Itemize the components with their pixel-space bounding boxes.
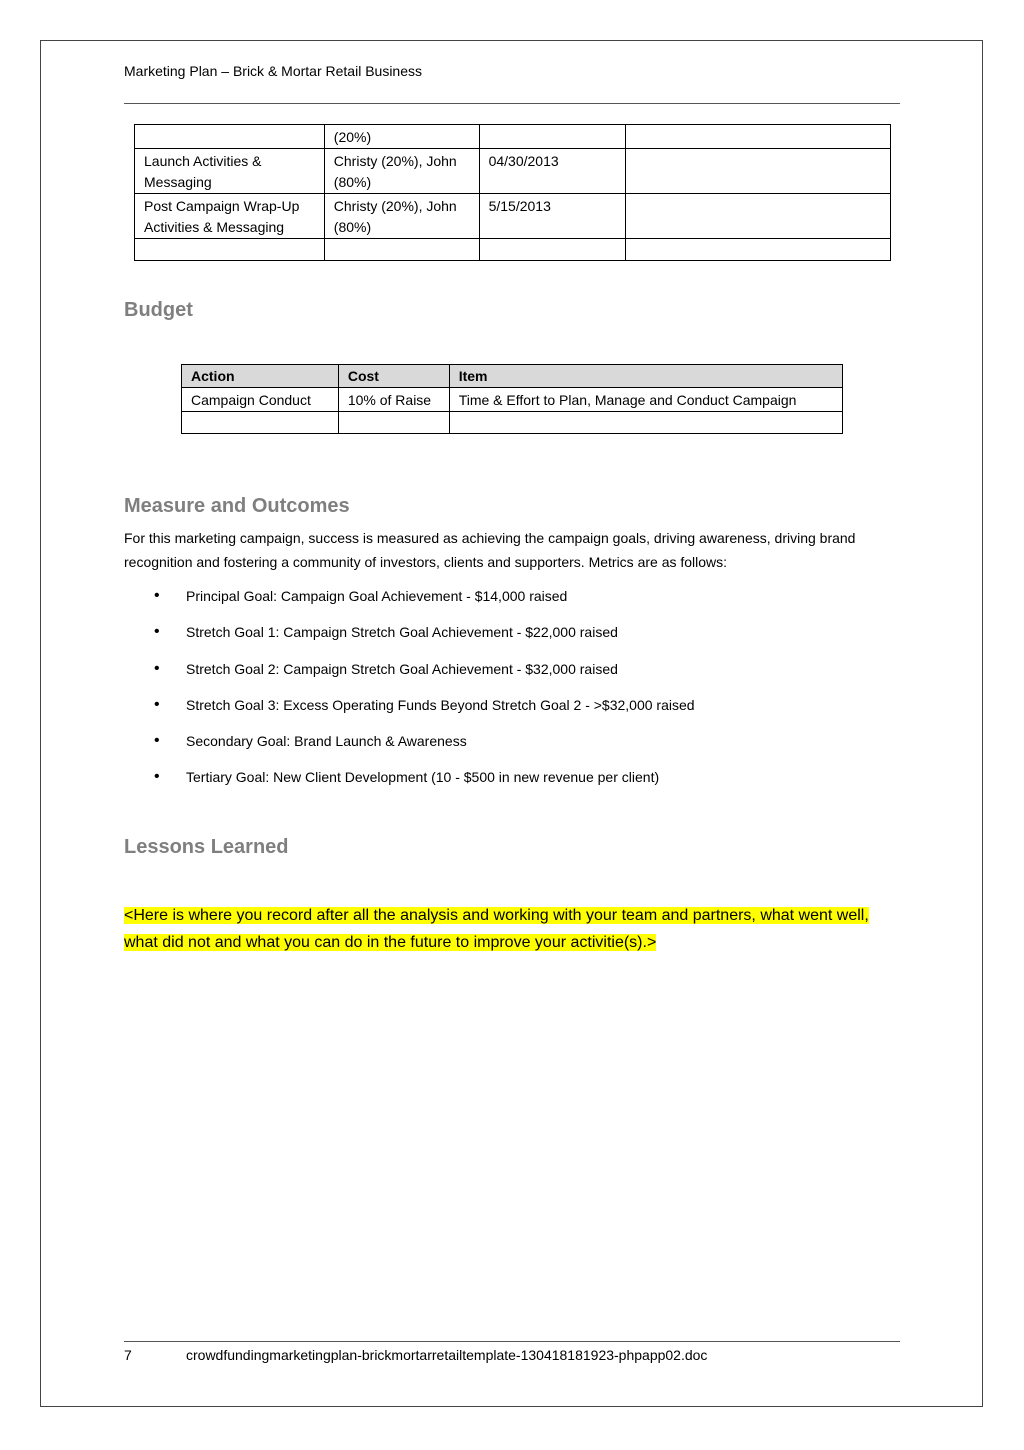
table-cell: 04/30/2013 [479, 149, 626, 194]
table-header-row [182, 365, 843, 388]
goal-text: Secondary Goal: Brand Launch & Awareness [186, 733, 467, 750]
list-item [124, 585, 695, 621]
table-cell [338, 412, 449, 434]
table-cell [324, 239, 479, 261]
bullet-icon: • [154, 768, 160, 786]
table-cell: Post Campaign Wrap-Up Activities & Messaging [135, 194, 325, 239]
bullet-icon: • [154, 695, 160, 713]
footer-filename: crowdfundingmarketingplan-brickmortarretailtemplate-130418181923-phpapp02.doc [186, 1347, 708, 1363]
list-item [124, 766, 695, 802]
goal-text: Tertiary Goal: New Client Development (10 - $500 in new revenue per client) [186, 769, 660, 786]
bullet-icon: • [154, 732, 160, 750]
column-header: Cost [338, 365, 449, 388]
list-item [124, 621, 695, 657]
table-cell: Time & Effort to Plan, Manage and Conduct Campaign [449, 388, 842, 412]
table-cell: Christy (20%), John (80%) [324, 194, 479, 239]
list-item [124, 694, 695, 730]
table-cell [479, 239, 626, 261]
goal-text: Stretch Goal 2: Campaign Stretch Goal Achievement - $32,000 raised [186, 660, 618, 677]
table-row [135, 149, 891, 194]
page-header: Marketing Plan – Brick & Mortar Retail Business [124, 63, 422, 79]
table-cell: 10% of Raise [338, 388, 449, 412]
table-cell: Campaign Conduct [182, 388, 339, 412]
budget-table [181, 364, 843, 434]
list-item [124, 730, 695, 766]
table-row [135, 239, 891, 261]
table-cell: Christy (20%), John (80%) [324, 149, 479, 194]
measure-heading: Measure and Outcomes [124, 495, 350, 517]
table-cell [135, 125, 325, 149]
measure-intro: For this marketing campaign, success is measured as achieving the campaign goals, driving awareness, driving brand recognition and fostering a community of investors, clients and supporters. Metrics are as follows: [124, 530, 856, 570]
table-row [135, 125, 891, 149]
table-cell: (20%) [324, 125, 479, 149]
schedule-table [134, 124, 891, 261]
page-number: 7 [124, 1347, 132, 1363]
table-cell [626, 194, 891, 239]
column-header: Item [449, 365, 842, 388]
header-divider [124, 103, 900, 104]
table-row [182, 412, 843, 434]
bullet-icon: • [154, 587, 160, 604]
goal-text: Principal Goal: Campaign Goal Achievement - $14,000 raised [186, 588, 568, 604]
budget-heading: Budget [124, 299, 193, 321]
highlighted-note-text: <Here is where you record after all the analysis and working with your team and partners, what went well, what did not and what you can do in the future to improve your activitie(s).> [124, 907, 869, 951]
lessons-heading: Lessons Learned [124, 836, 289, 858]
table-cell [135, 239, 325, 261]
table-cell: 5/15/2013 [479, 194, 626, 239]
footer-divider [124, 1341, 900, 1342]
list-item [124, 658, 695, 694]
goal-text: Stretch Goal 3: Excess Operating Funds Beyond Stretch Goal 2 - >$32,000 raised [186, 696, 695, 713]
bullet-icon: • [154, 659, 160, 677]
table-row [135, 194, 891, 239]
table-row [182, 388, 843, 412]
goals-list [124, 585, 695, 803]
table-cell [182, 412, 339, 434]
table-cell [479, 125, 626, 149]
table-cell [626, 239, 891, 261]
table-cell [449, 412, 842, 434]
goal-text: Stretch Goal 1: Campaign Stretch Goal Achievement - $22,000 raised [186, 624, 618, 641]
table-cell [626, 149, 891, 194]
table-cell [626, 125, 891, 149]
lessons-note [124, 902, 884, 956]
table-cell: Launch Activities & Messaging [135, 149, 325, 194]
column-header: Action [182, 365, 339, 388]
bullet-icon: • [154, 623, 160, 641]
